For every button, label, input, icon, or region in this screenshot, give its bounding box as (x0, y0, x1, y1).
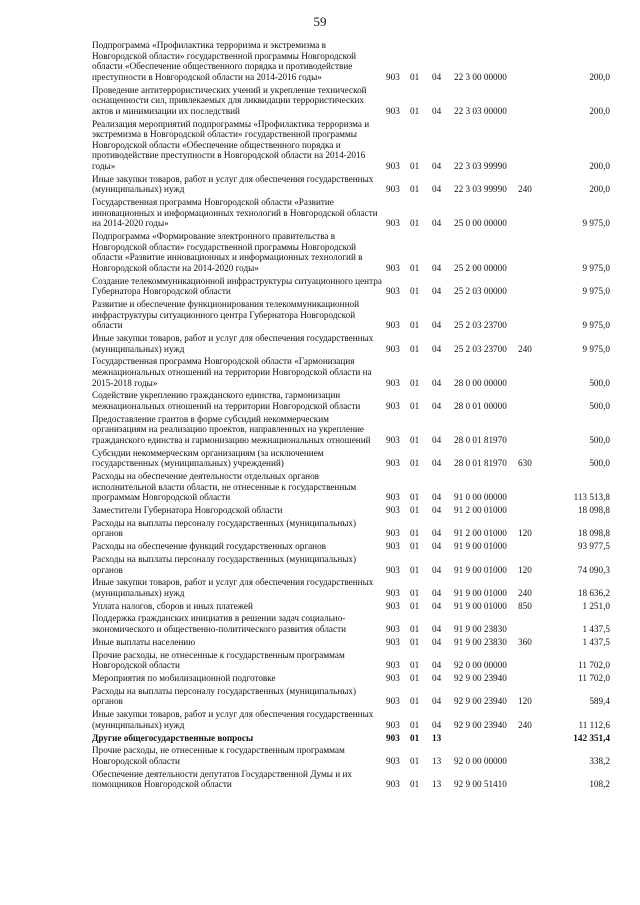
row-target-article: 92 9 00 23940 (454, 672, 507, 683)
row-subsection: 04 (432, 400, 442, 411)
row-grbs: 903 (386, 719, 400, 730)
table-row (92, 673, 610, 686)
row-section: 01 (410, 400, 420, 411)
row-section: 01 (410, 218, 420, 229)
row-grbs: 903 (386, 564, 400, 575)
table-row (92, 40, 610, 85)
row-sum: 142 351,4 (573, 732, 610, 743)
row-subsection: 04 (432, 286, 442, 297)
row-sum: 74 090,3 (577, 564, 610, 575)
row-name: Поддержка гражданских инициатив в решении задач социально-экономического и общественно-политического развития области (92, 613, 346, 635)
row-name: Иные закупки товаров, работ и услуг для обеспечения государственных (муниципальных) нужд (92, 577, 374, 598)
table-row (92, 577, 610, 600)
row-sum: 200,0 (589, 160, 610, 171)
row-expense-type (518, 276, 538, 299)
row-section: 01 (410, 624, 420, 635)
row-section: 01 (410, 587, 420, 598)
row-name: Другие общегосударственные вопросы (92, 732, 254, 743)
row-name: Субсидии некоммерческим организациям (за исключением государственных (муниципальных) учреждений) (92, 447, 324, 469)
table-row (92, 686, 610, 709)
row-grbs: 903 (386, 343, 400, 354)
row-name: Содействие укреплению гражданского единства, гармонизации межнациональных отношений на территории Новгородской области (92, 390, 361, 411)
row-grbs: 903 (386, 755, 400, 766)
row-sum: 93 977,5 (577, 541, 610, 552)
row-name: Подпрограмма «Профилактика терроризма и экстремизма в Новгородской области» государственной программы Новгородской области «Обеспечение общественного порядка и противодействие преступности в Новгородской области на 2014-2016 годы» (92, 40, 357, 82)
row-target-article: 28 0 01 00000 (454, 400, 507, 411)
row-grbs: 903 (386, 377, 400, 388)
row-section: 01 (410, 636, 420, 647)
row-section: 01 (410, 696, 420, 707)
table-row (92, 554, 610, 577)
row-target-article: 91 9 00 01000 (454, 600, 507, 611)
row-expense-type (518, 85, 538, 119)
row-name: Подпрограмма «Формирование электронного правительства в Новгородской области» государственной программы Новгородской области «Развитие инновационных и информационных технологий в Новгородской области на 2014-2020 годы» (92, 231, 363, 273)
row-expense-type (518, 505, 538, 518)
table-row (92, 448, 610, 471)
table-row (92, 733, 610, 746)
row-target-article: 91 0 00 00000 (454, 492, 507, 503)
row-expense-type (518, 650, 538, 673)
row-grbs: 903 (386, 587, 400, 598)
row-grbs: 903 (386, 184, 400, 195)
row-sum: 18 636,2 (577, 587, 610, 598)
row-expense-type (518, 769, 538, 792)
table-row (92, 231, 610, 276)
row-expense-type (518, 40, 538, 85)
row-target-article: 92 9 00 51410 (454, 779, 507, 790)
row-sum: 500,0 (589, 377, 610, 388)
row-expense-type (518, 733, 538, 746)
page-number: 59 (313, 14, 327, 29)
row-section: 01 (410, 492, 420, 503)
table-row (92, 390, 610, 413)
table-row (92, 709, 610, 732)
row-sum: 11 112,6 (578, 719, 610, 730)
row-subsection: 04 (432, 434, 442, 445)
row-target-article: 22 3 03 99990 (454, 184, 507, 195)
row-grbs: 903 (386, 105, 400, 116)
row-subsection: 04 (432, 600, 442, 611)
table-row (92, 601, 610, 614)
row-target-article: 92 9 00 23940 (454, 719, 507, 730)
row-target-article: 25 2 00 00000 (454, 262, 507, 273)
row-expense-type (518, 390, 538, 413)
row-subsection: 04 (432, 672, 442, 683)
row-target-article: 28 0 01 81970 (454, 458, 507, 469)
row-subsection: 04 (432, 528, 442, 539)
table-row (92, 471, 610, 505)
row-target-article: 91 9 00 01000 (454, 564, 507, 575)
row-expense-type (518, 356, 538, 390)
row-grbs: 903 (386, 660, 400, 671)
row-target-article: 91 9 00 01000 (454, 541, 507, 552)
row-expense-type: 630 (518, 458, 532, 469)
row-target-article: 92 0 00 00000 (454, 660, 507, 671)
row-subsection: 13 (432, 732, 442, 743)
row-target-article: 92 0 00 00000 (454, 755, 507, 766)
row-sum: 108,2 (589, 779, 610, 790)
row-subsection: 04 (432, 343, 442, 354)
row-expense-type: 240 (518, 719, 532, 730)
row-target-article: 22 3 03 00000 (454, 105, 507, 116)
row-expense-type: 120 (518, 696, 532, 707)
row-sum: 500,0 (589, 400, 610, 411)
row-grbs: 903 (386, 528, 400, 539)
row-section: 01 (410, 105, 420, 116)
row-section: 01 (410, 160, 420, 171)
row-sum: 11 702,0 (578, 660, 610, 671)
row-sum: 9 975,0 (582, 262, 610, 273)
row-sum: 338,2 (589, 755, 610, 766)
row-grbs: 903 (386, 71, 400, 82)
row-target-article: 91 9 00 23830 (454, 624, 507, 635)
row-grbs: 903 (386, 492, 400, 503)
row-name: Реализация мероприятий подпрограммы «Профилактика терроризма и экстремизма в Новгородской области» государственной программы Новгородской области «Обеспечение общественного порядка и противодействие преступности в Новгородской области на 2014-2016 годы» (92, 118, 370, 171)
row-expense-type: 850 (518, 600, 532, 611)
row-name: Обеспечение деятельности депутатов Государственной Думы и их помощников Новгородской области (92, 768, 352, 790)
table-row (92, 637, 610, 650)
row-subsection: 04 (432, 71, 442, 82)
row-expense-type (518, 299, 538, 333)
row-sum: 9 975,0 (582, 218, 610, 229)
row-subsection: 04 (432, 184, 442, 195)
row-name: Иные закупки товаров, работ и услуг для обеспечения государственных (муниципальных) нужд (92, 332, 374, 354)
row-name: Проведение антитеррористических учений и укрепление технической оснащенности сил, привлекаемых для ликвидации террористических актов и минимизации их последствий (92, 84, 367, 116)
row-subsection: 04 (432, 624, 442, 635)
row-target-article: 91 2 00 01000 (454, 528, 507, 539)
row-target-article: 25 0 00 00000 (454, 218, 507, 229)
budget-table (92, 40, 610, 792)
row-sum: 1 437,5 (582, 624, 610, 635)
row-section: 01 (410, 600, 420, 611)
row-name: Мероприятия по мобилизационной подготовке (92, 672, 276, 683)
row-expense-type: 120 (518, 564, 532, 575)
row-expense-type: 240 (518, 343, 532, 354)
row-grbs: 903 (386, 262, 400, 273)
row-name: Предоставление грантов в форме субсидий некоммерческим организациям на реализацию проектов, направленных на укрепление гражданского единства и гармонизацию межнациональных отношений (92, 413, 371, 445)
row-name: Расходы на выплаты персоналу государственных (муниципальных) органов (92, 685, 357, 707)
row-name: Прочие расходы, не отнесенные к государственным программам Новгородской области (92, 745, 345, 766)
row-section: 01 (410, 504, 420, 515)
table-row (92, 119, 610, 174)
row-subsection: 04 (432, 660, 442, 671)
row-sum: 500,0 (589, 434, 610, 445)
row-section: 01 (410, 434, 420, 445)
row-name: Расходы на выплаты персоналу государственных (муниципальных) органов (92, 517, 357, 539)
row-target-article: 22 3 03 99990 (454, 160, 507, 171)
row-subsection: 04 (432, 320, 442, 331)
row-subsection: 04 (432, 262, 442, 273)
row-name: Государственная программа Новгородской области «Развитие инновационных и информационных технологий в Новгородской области на 2014-2020 годы» (92, 197, 378, 229)
row-grbs: 903 (386, 400, 400, 411)
row-target-article: 22 3 00 00000 (454, 71, 507, 82)
row-target-article (454, 733, 518, 746)
row-subsection: 13 (432, 779, 442, 790)
row-subsection: 04 (432, 492, 442, 503)
row-name: Государственная программа Новгородской области «Гармонизация межнациональных отношений на территории Новгородской области на 2015-2018 годы» (92, 356, 372, 388)
row-sum: 18 098,8 (577, 528, 610, 539)
row-grbs: 903 (386, 286, 400, 297)
table-row (92, 505, 610, 518)
row-target-article: 25 2 03 00000 (454, 286, 507, 297)
row-sum: 1 251,0 (582, 600, 610, 611)
row-sum: 500,0 (589, 458, 610, 469)
table-row (92, 333, 610, 356)
row-target-article: 28 0 00 00000 (454, 377, 507, 388)
row-grbs: 903 (386, 779, 400, 790)
table-row (92, 276, 610, 299)
row-subsection: 04 (432, 719, 442, 730)
table-row (92, 85, 610, 119)
table-row (92, 299, 610, 333)
row-name: Прочие расходы, не отнесенные к государственным программам Новгородской области (92, 649, 345, 671)
row-grbs: 903 (386, 696, 400, 707)
table-row (92, 356, 610, 390)
table-row (92, 174, 610, 197)
row-grbs: 903 (386, 320, 400, 331)
row-expense-type: 120 (518, 528, 532, 539)
row-subsection: 04 (432, 541, 442, 552)
row-sum: 589,4 (589, 696, 610, 707)
row-grbs: 903 (386, 672, 400, 683)
table-row (92, 745, 610, 768)
row-expense-type (518, 414, 538, 448)
row-section: 01 (410, 719, 420, 730)
row-grbs: 903 (386, 600, 400, 611)
row-grbs: 903 (386, 434, 400, 445)
row-subsection: 04 (432, 458, 442, 469)
row-section: 01 (410, 779, 420, 790)
row-grbs: 903 (386, 218, 400, 229)
row-name: Иные закупки товаров, работ и услуг для обеспечения государственных (муниципальных) нужд (92, 709, 374, 730)
table-row (92, 197, 610, 231)
row-sum: 18 098,8 (577, 504, 610, 515)
row-sum: 200,0 (589, 71, 610, 82)
row-sum: 9 975,0 (582, 343, 610, 354)
row-expense-type: 240 (518, 587, 532, 598)
row-section: 01 (410, 320, 420, 331)
row-name: Расходы на обеспечение деятельности отдельных органов исполнительной власти области, не отнесенные к государственным программам Новгородской области (92, 471, 357, 503)
row-section: 01 (410, 755, 420, 766)
row-subsection: 13 (432, 755, 442, 766)
row-sum: 200,0 (589, 184, 610, 195)
row-section: 01 (410, 71, 420, 82)
row-subsection: 04 (432, 504, 442, 515)
row-section: 01 (410, 184, 420, 195)
row-section: 01 (410, 672, 420, 683)
row-subsection: 04 (432, 564, 442, 575)
row-section: 01 (410, 660, 420, 671)
row-section: 01 (410, 343, 420, 354)
row-name: Иные закупки товаров, работ и услуг для обеспечения государственных (муниципальных) нужд (92, 173, 374, 195)
row-grbs: 903 (386, 160, 400, 171)
row-grbs: 903 (386, 636, 400, 647)
row-subsection: 04 (432, 377, 442, 388)
row-target-article: 25 2 03 23700 (454, 343, 507, 354)
row-expense-type (518, 745, 538, 768)
row-subsection: 04 (432, 218, 442, 229)
row-name: Создание телекоммуникационной инфраструктуры ситуационного центра Губернатора Новгородской области (92, 275, 382, 297)
row-name: Развитие и обеспечение функционирования телекоммуникационной инфраструктуры ситуационного центра Губернатора Новгородской области (92, 298, 359, 331)
row-name: Расходы на выплаты персоналу государственных (муниципальных) органов (92, 553, 357, 575)
row-sum: 9 975,0 (582, 286, 610, 297)
row-section: 01 (410, 528, 420, 539)
row-grbs: 903 (386, 504, 400, 515)
row-section: 01 (410, 286, 420, 297)
table-row (92, 414, 610, 448)
row-name: Расходы на обеспечение функций государственных органов (92, 541, 327, 552)
row-expense-type (518, 471, 538, 505)
row-target-article: 91 2 00 01000 (454, 504, 507, 515)
row-expense-type (518, 541, 538, 554)
row-sum: 11 702,0 (578, 672, 610, 683)
row-grbs: 903 (386, 624, 400, 635)
row-sum: 113 513,8 (573, 492, 610, 503)
row-grbs: 903 (386, 541, 400, 552)
row-section: 01 (410, 458, 420, 469)
row-name: Иные выплаты населению (92, 636, 196, 647)
row-expense-type (518, 673, 538, 686)
row-subsection: 04 (432, 105, 442, 116)
row-target-article: 92 9 00 23940 (454, 696, 507, 707)
row-subsection: 04 (432, 696, 442, 707)
row-section: 01 (410, 732, 420, 743)
row-expense-type (518, 231, 538, 276)
budget-table-body (92, 40, 610, 792)
table-row (92, 769, 610, 792)
row-target-article: 91 9 00 23830 (454, 636, 507, 647)
row-sum: 1 437,5 (582, 636, 610, 647)
row-target-article: 25 2 03 23700 (454, 320, 507, 331)
row-section: 01 (410, 541, 420, 552)
row-target-article: 91 9 00 01000 (454, 587, 507, 598)
row-subsection: 04 (432, 587, 442, 598)
table-row (92, 541, 610, 554)
row-expense-type: 360 (518, 636, 532, 647)
table-row (92, 613, 610, 636)
table-row (92, 518, 610, 541)
table-row (92, 650, 610, 673)
row-expense-type (518, 119, 538, 174)
row-subsection: 04 (432, 636, 442, 647)
row-sum: 200,0 (589, 105, 610, 116)
row-grbs: 903 (386, 458, 400, 469)
row-expense-type: 240 (518, 184, 532, 195)
row-section: 01 (410, 564, 420, 575)
row-grbs: 903 (386, 732, 400, 743)
row-target-article: 28 0 01 81970 (454, 434, 507, 445)
row-expense-type (518, 613, 538, 636)
row-expense-type (518, 197, 538, 231)
row-name: Уплата налогов, сборов и иных платежей (92, 600, 253, 611)
row-sum: 9 975,0 (582, 320, 610, 331)
row-section: 01 (410, 262, 420, 273)
row-section: 01 (410, 377, 420, 388)
row-subsection: 04 (432, 160, 442, 171)
row-name: Заместители Губернатора Новгородской области (92, 504, 283, 515)
